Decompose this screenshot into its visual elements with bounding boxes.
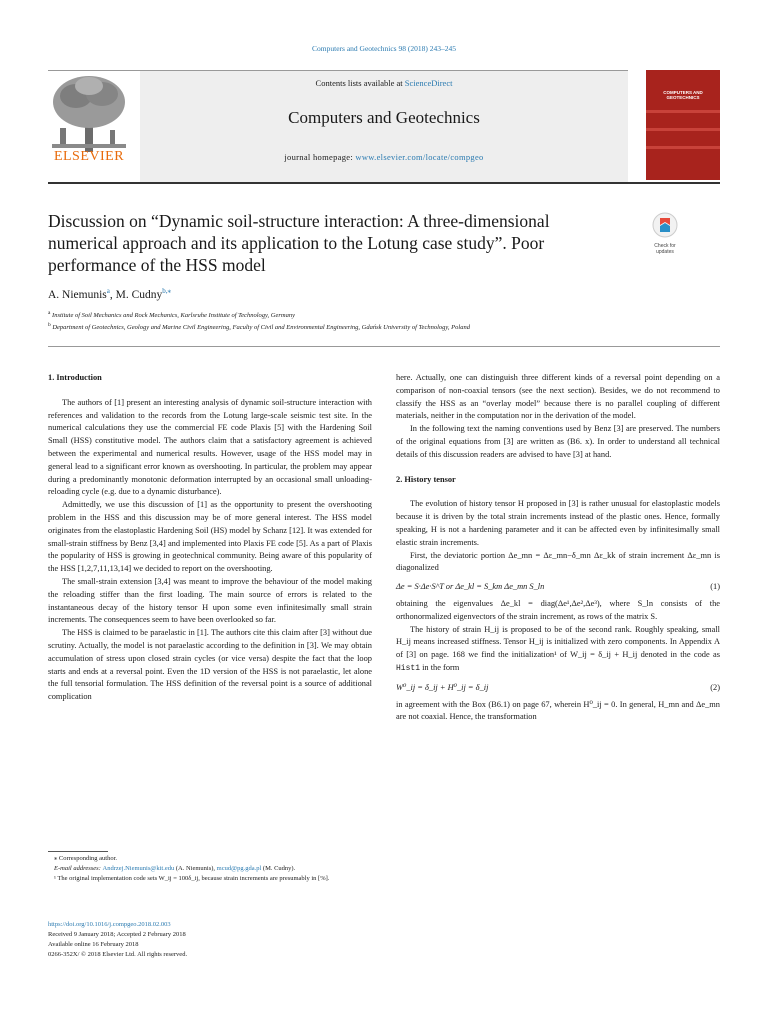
section-heading: 1. Introduction <box>48 373 102 382</box>
equation-2: W⁰_ij = δ_ij + H⁰_ij = δ_ij (2) <box>396 682 720 695</box>
journal-homepage: journal homepage: www.elsevier.com/locate/compgeo <box>284 152 484 162</box>
equation-number: (2) <box>710 682 720 692</box>
paragraph: here. Actually, one can distinguish three different kinds of a reversal point depending on a comparison of non-coaxial tensors (see the next section). Besides, we do not recommend to classify the HSS as an “overlay model” because there is no parallel coupling of different materials, neither in the computation nor in the derivation of the model. <box>396 373 720 421</box>
paragraph: obtaining the eigenvalues Δe_kl = diag(Δe¹,Δe²,Δe³), where S_ln consists of the orthonormalized eigenvectors of the strain increment, as rows of the matrix S. <box>396 598 720 621</box>
check-for-updates-badge[interactable] <box>646 212 684 254</box>
corresponding-author-note: ⁎ Corresponding author. <box>54 855 118 862</box>
journal-citation[interactable]: Computers and Geotechnics 98 (2018) 243–245 <box>312 44 456 53</box>
paragraph: The HSS is claimed to be paraelastic in [1]. The authors cite this claim after [3] without due scrutiny. Actually, the model is not paraelastic according to the definition in [3]. We may obtain accumulation of stress upon closed strain cycles (or vice versa) despite the fact that the loop starts and ends at a reversal point. Even the 1D version of the HSS is not paraelastic, let alone the full tensorial formulation. The HSS definition of the reversal point is a source of additional complication <box>48 628 372 702</box>
email-link[interactable]: Andrzej.Niemunis@kit.edu <box>102 865 175 872</box>
check-updates-icon <box>652 212 678 238</box>
cover-stripe <box>646 146 720 149</box>
received-dates: Received 9 January 2018; Accepted 2 February 2018 <box>48 931 186 938</box>
article-title: Discussion on “Dynamic soil-structure interaction: A three-dimensional numerical approach and its application to the Lotung case study”. Poor performance of the HSS model <box>48 211 550 275</box>
paragraph: In the following text the naming conventions used by Benz [3] are preserved. The numbers of the original equations from [3] are written as (B6. x). In order to understand all technical details of this discussion readers are advised to have [3] at hand. <box>396 424 720 459</box>
equation-1: Δe = S·Δe·S^T or Δe_kl = S_km Δe_mn S_ln (1) <box>396 581 720 594</box>
footnote-1: ¹ The original implementation code sets W_ij = 100δ_ij, because strain increments are presumably in [%]. <box>54 875 330 882</box>
email-link[interactable]: mcud@pg.gda.pl <box>216 865 262 872</box>
affiliation-marker[interactable]: a <box>106 287 110 295</box>
journal-cover-thumbnail[interactable] <box>646 70 720 180</box>
affiliation-marker[interactable]: b,⁎ <box>162 287 172 295</box>
header-divider <box>48 346 720 347</box>
paragraph: The evolution of history tensor H proposed in [3] is rather unusual for elastoplastic models because it is driven by the total strain increments instead of the plastic ones. Hence, formally speaking, H is not a hardening parameter and it can be affected even by infinitesimally small elastic strain increments. <box>396 499 720 547</box>
code-identifier: Hist1 <box>396 663 421 673</box>
doi-link[interactable]: https://doi.org/10.1016/j.compgeo.2018.02.003 <box>48 921 171 928</box>
left-column <box>48 372 372 704</box>
email-addresses: E-mail addresses: Andrzej.Niemunis@kit.edu (A. Niemunis), mcud@pg.gda.pl (M. Cudny). <box>54 865 296 872</box>
cover-title: COMPUTERS AND GEOTECHNICS <box>663 90 703 100</box>
footnote-rule <box>48 851 108 852</box>
paragraph: The authors of [1] present an interesting analysis of dynamic soil-structure interaction with references and validation to the records from the Lotung large-scale seismic test site. In the numerical calculations they use the commercial FE code Plaxis [5] with the Hardening Soil Small (HSS) constitutive model. The authors claim that a satisfactory agreement is achieved between the experimental and numerical results. However, usage of the HSS model may in general lead to a significant error known as overshooting. In particular, the problem may appear during a predominantly monotonic deformation interrupted by an occasional small unloading-reloading cycle (e.g. due to a dynamic disturbance). <box>48 397 372 497</box>
homepage-link[interactable]: www.elsevier.com/locate/compgeo <box>355 152 484 162</box>
paragraph: The history of strain H_ij is proposed to be of the second rank. Roughly speaking, small H_ij means increased stiffness. Tensor H_ij is initialized with zero components. In Appendix A of [3] on page. 168 we find the initialization¹ of W_ij = δ_ij + H_ij denoted in the code as Hist1 in the form <box>396 624 720 673</box>
section-heading: 2. History tensor <box>396 474 456 484</box>
check-updates-label: Check for updates <box>654 243 676 255</box>
contents-line: Contents lists available at ScienceDirect <box>315 78 453 88</box>
paragraph: The small-strain extension [3,4] was meant to improve the behaviour of the model making the reloading stiffer than the first loading. The main source of errors is related to the instantaneous decay of the history tensor H upon some even infinitesimally small strain increments. The consequences seem to have been overlooked so far. <box>48 576 372 625</box>
paragraph: Admittedly, we use this discussion of [1] as the opportunity to present the overshooting problem in the HSS and this discussion may be of more general interest. The HSS model originates from the elastoplastic Hardening Soil (HS) model by Schanz [12]. It was extended for small-strain stiffness by Benz [3,4] and implemented into Plaxis FE code [5]. As a part of Plaxis the popularity of HSS is growing in geotechnical community. Being aware of this popularity of the HSS [1,2,7,11,13,14] we decided to report on the overshooting. <box>48 500 372 574</box>
journal-title: Computers and Geotechnics <box>288 108 480 127</box>
author-name: A. Niemunis <box>48 288 107 301</box>
author-name: M. Cudny <box>115 288 163 301</box>
affiliation-a: $^a$ Institute of Soil Mechanics and Rock Mechanics, Karlsruhe Institute of Technology, Germany <box>48 310 295 320</box>
masthead-bottom-rule <box>48 182 720 184</box>
publisher-logo-text[interactable]: ELSEVIER <box>53 149 125 164</box>
paragraph: in agreement with the Box (B6.1) on page 67, wherein H⁰_ij = 0. In general, H_mn and Δe_mn are not coaxial. Hence, the transformation <box>396 699 720 722</box>
paragraph: First, the deviatoric portion Δe_mn = Δε_mn−δ_mn Δε_kk of strain increment Δε_mn is diagonalized <box>396 550 720 573</box>
cover-stripe <box>646 128 720 131</box>
affiliation-b: $^b$ Department of Geotechnics, Geology and Marine Civil Engineering, Faculty of Civil and Environmental Engineering, Gdańsk University of Technology, Poland <box>48 322 470 332</box>
footnotes <box>48 854 720 884</box>
sciencedirect-link[interactable]: ScienceDirect <box>404 78 453 88</box>
author-list: A. Niemunis$^a$, M. Cudny$^{b,⁎}$ <box>48 287 172 301</box>
masthead-top-rule <box>48 70 628 71</box>
cover-stripe <box>646 110 720 113</box>
publication-info <box>48 920 187 960</box>
online-date: Available online 16 February 2018 <box>48 941 139 948</box>
copyright: 0266-352X/ © 2018 Elsevier Ltd. All rights reserved. <box>48 951 188 958</box>
right-column <box>396 372 720 724</box>
equation-number: (1) <box>710 582 720 592</box>
